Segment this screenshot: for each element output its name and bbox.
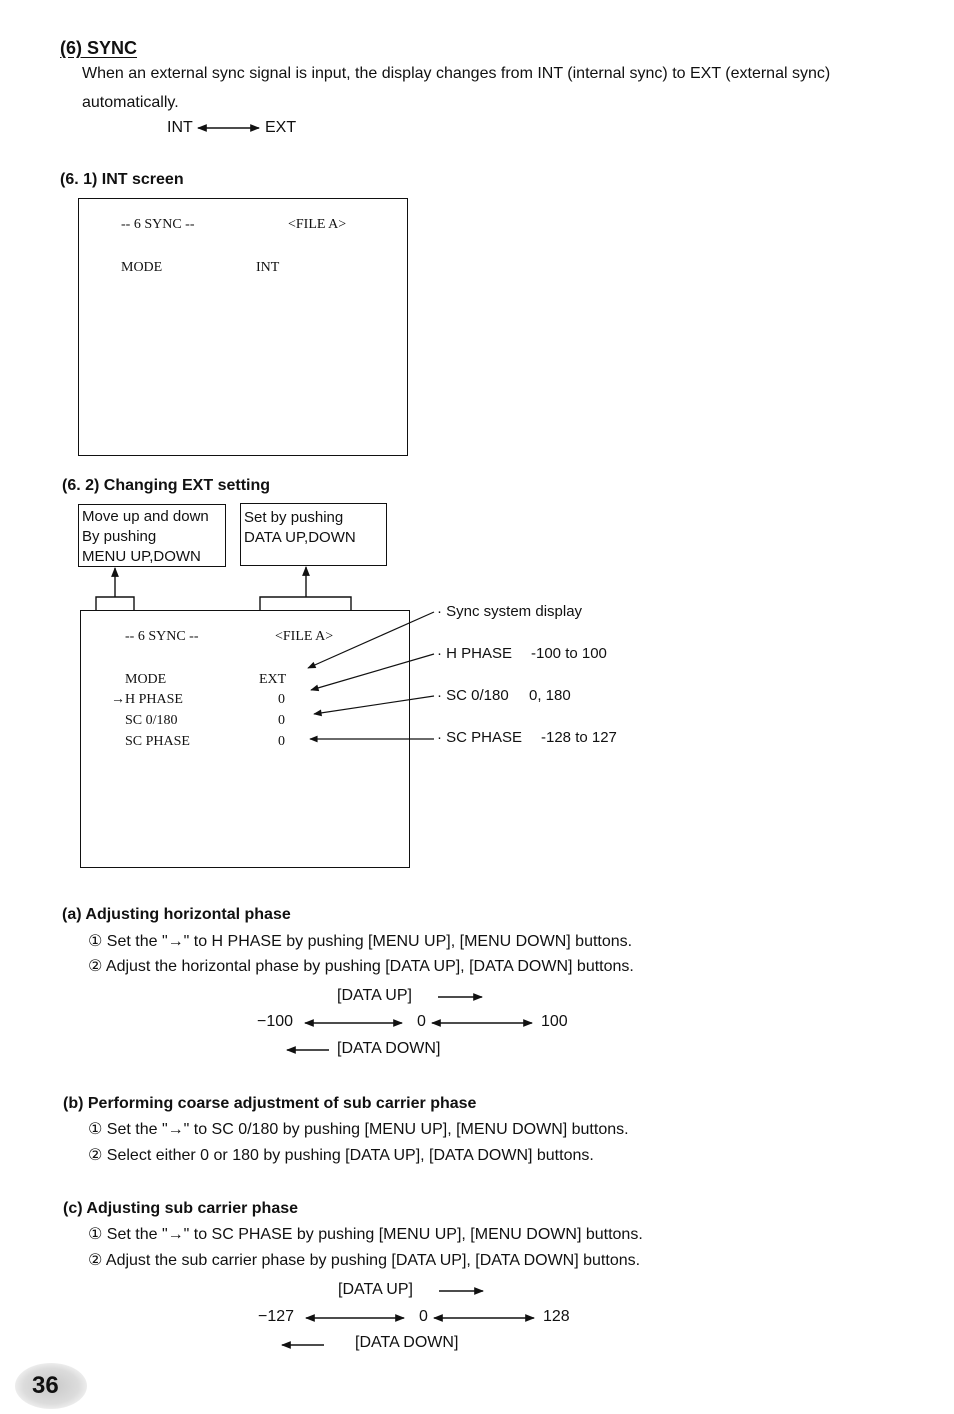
hint-menu-line: Move up and down — [82, 508, 209, 525]
callout-leader-h-phase — [311, 654, 434, 690]
callout-h-phase: · H PHASE — [437, 645, 513, 662]
callout-sc-0-180-range: 0, 180 — [529, 687, 571, 704]
range-min: −127 — [258, 1308, 295, 1325]
adjust-sc-heading: (c) Adjusting sub carrier phase — [63, 1200, 299, 1217]
cursor-arrow-icon: → — [111, 692, 125, 707]
ext-row-label: H PHASE — [125, 692, 183, 707]
ext-row-label: MODE — [125, 672, 167, 687]
coarse-sc-heading: (b) Performing coarse adjustment of sub carrier phase — [63, 1095, 477, 1112]
adjust-h-step-1: ① Set the "→" to H PHASE by pushing [MENU UP], [MENU DOWN] buttons. — [88, 933, 633, 950]
callout-leader-sc-0-180 — [314, 696, 434, 714]
hint-data-line: Set by pushing — [244, 509, 344, 526]
hint-menu-arrow-icon — [96, 568, 134, 610]
data-up-label: [DATA UP] — [337, 987, 412, 1004]
data-down-label: [DATA DOWN] — [337, 1040, 441, 1057]
hint-menu-line: By pushing — [82, 528, 157, 545]
int-label: INT — [167, 119, 193, 136]
callout-sc-0-180: · SC 0/180 — [437, 687, 509, 704]
coarse-sc-step-2: ② Select either 0 or 180 by pushing [DATA UP], [DATA DOWN] buttons. — [88, 1147, 594, 1164]
hint-menu-line: MENU UP,DOWN — [82, 548, 201, 565]
int-screen-heading: (6. 1) INT screen — [60, 171, 184, 188]
int-screen-header-left: -- 6 SYNC -- — [121, 217, 195, 232]
range-max: 128 — [543, 1308, 570, 1325]
page-number-badge — [14, 1362, 88, 1410]
adjust-h-step-2: ② Adjust the horizontal phase by pushing [DATA UP], [DATA DOWN] buttons. — [88, 958, 634, 975]
ext-row-value: 0 — [278, 734, 285, 749]
ext-row-value: EXT — [259, 672, 287, 687]
int-mode-label: MODE — [121, 260, 163, 275]
callout-sc-phase-range: -128 to 127 — [541, 729, 617, 746]
range-mid: 0 — [417, 1013, 426, 1030]
data-up-label: [DATA UP] — [338, 1281, 413, 1298]
ext-row-label: SC PHASE — [125, 734, 190, 749]
adjust-sc-step-2: ② Adjust the sub carrier phase by pushing [DATA UP], [DATA DOWN] buttons. — [88, 1252, 641, 1269]
adjust-sc-step-1: ① Set the "→" to SC PHASE by pushing [MENU UP], [MENU DOWN] buttons. — [88, 1226, 643, 1243]
range-max: 100 — [541, 1013, 568, 1030]
ext-label: EXT — [265, 119, 297, 136]
int-screen-header-right: <FILE A> — [288, 217, 347, 232]
range-mid: 0 — [419, 1308, 428, 1325]
int-mode-value: INT — [256, 260, 280, 275]
ext-row-value: 0 — [278, 692, 285, 707]
page-number: 36 — [32, 1372, 59, 1399]
callout-sync-display: · Sync system display — [437, 603, 583, 620]
ext-row-value: 0 — [278, 713, 285, 728]
ext-screen-header-left: -- 6 SYNC -- — [125, 629, 199, 644]
data-down-label: [DATA DOWN] — [355, 1334, 459, 1351]
coarse-sc-step-1: ① Set the "→" to SC 0/180 by pushing [MENU UP], [MENU DOWN] buttons. — [88, 1121, 629, 1138]
intro-line-2: automatically. — [82, 94, 179, 111]
hint-data-line: DATA UP,DOWN — [244, 529, 356, 546]
callout-sc-phase: · SC PHASE — [437, 729, 523, 746]
ext-row-label: SC 0/180 — [125, 713, 178, 728]
callout-h-phase-range: -100 to 100 — [531, 645, 607, 662]
hint-data-arrow-icon — [260, 567, 351, 610]
intro-line-1: When an external sync signal is input, the display changes from INT (internal sync) to EXT (external sync) — [82, 65, 831, 82]
adjust-h-heading: (a) Adjusting horizontal phase — [62, 906, 291, 923]
range-min: −100 — [257, 1013, 294, 1030]
section-title: (6) SYNC — [60, 38, 138, 58]
ext-screen-header-right: <FILE A> — [275, 629, 334, 644]
ext-screen-heading: (6. 2) Changing EXT setting — [62, 477, 271, 494]
